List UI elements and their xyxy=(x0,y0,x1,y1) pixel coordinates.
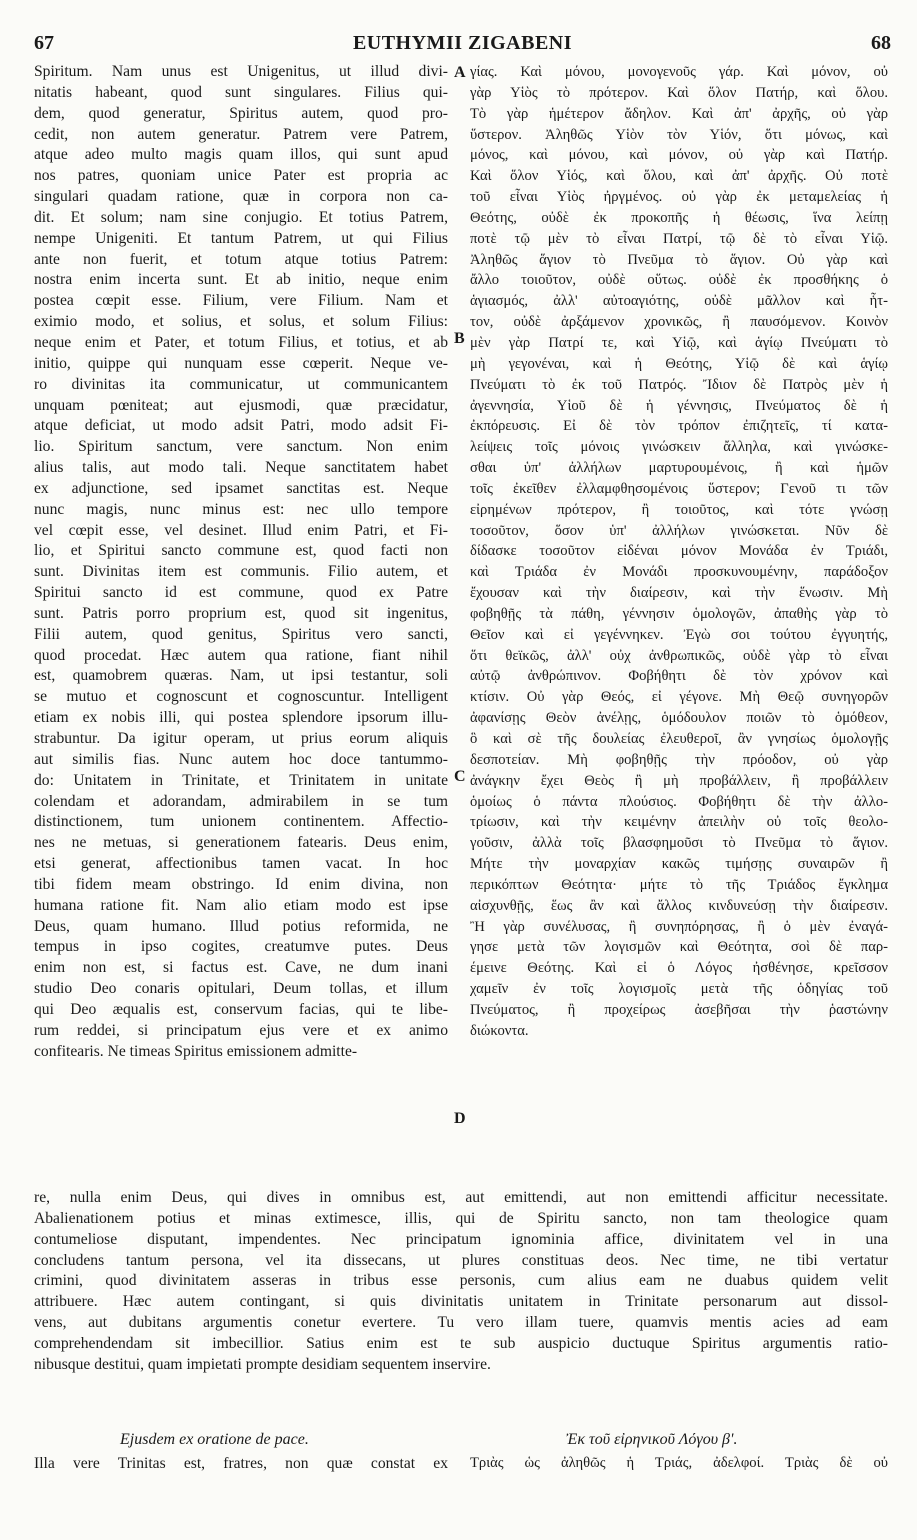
latin-text-line: etsi generat, affectionibus tamen vacat. In hoc xyxy=(34,855,448,873)
latin-text-line: lio, et Spiritui sancto commune est, quod facti non xyxy=(34,542,448,560)
latin-text-line: ex adjunctione, sed ipsamet sanctitas est. Neque xyxy=(34,479,448,497)
greek-text-line: ὅτι θεϊκῶς, ἀλλ' οὐχ ἀνθρωπικῶς, οὐδὲ γὰρ τὸ εἶναι xyxy=(470,647,888,664)
latin-text-line: ante non fuerit, et totum atque totius Patrem: xyxy=(34,250,448,268)
full-width-paragraph xyxy=(34,1188,888,1376)
margin-marker-d: D xyxy=(454,1110,466,1127)
latin-text-line: nempe Unigeniti. Et tantum Patrem, ut qui Filius xyxy=(34,229,448,247)
latin-text-line: quod procedat. Hæc autem qua ratione, fiant nihil xyxy=(34,646,448,664)
greek-text-line: Ἢ γὰρ συνέλυσας, ἢ συνηπόρησας, ἢ ὁ μὲν ἐναγά- xyxy=(470,918,888,935)
full-width-text-line: Abalienationem potius et minas extimesce, illis, qui de Spiritu sancto, non tam theologice quam xyxy=(34,1209,888,1227)
latin-text-line: sunt. Patris porro proprium est, quod sit ingenitus, xyxy=(34,604,448,622)
latin-text-line: nostra enim incerta sunt. Et ab initio, neque enim xyxy=(34,271,448,289)
latin-text-line: Spiritui sancto id est commune, quod ex Patre xyxy=(34,584,448,602)
latin-text-line: studio Deo conaris opitulari, Deum tollas, et illum xyxy=(34,980,448,998)
greek-text-line: δεσποτείαν. Μὴ φοβηθῇς τὴν πρόοδον, οὐ γὰρ xyxy=(470,751,888,768)
greek-column xyxy=(470,62,888,1042)
greek-text-line: καὶ Τριάδα ἐν Μονάδι προσκυνουμένην, παράδοξον xyxy=(470,564,888,581)
running-title: EUTHYMII ZIGABENI xyxy=(352,32,573,54)
latin-text-line: unquam pœniteat; aut ejusmodi, quæ præcidatur, xyxy=(34,396,448,414)
greek-text-line: ἀφανίσῃς Θεὸν ἀνέλῃς, ὁμόδουλον ποιῶν τὸ ὁμόθεον, xyxy=(470,710,888,727)
latin-text-line: distinctionem, tum unionem continentem. Affectio- xyxy=(34,813,448,831)
latin-text-line: nunc magis, nunc minus est: nec ullo tempore xyxy=(34,500,448,518)
greek-text-line: εἰρημένων πρότερον, ἢ τοιοῦτος, καὶ τότε γνώσῃ xyxy=(470,501,888,518)
greek-text-line: δίδασκε τοσοῦτον εἰδέναι μόνον Μονάδα ἐν Τριάδι, xyxy=(470,543,888,560)
full-width-text-line: attribuere. Hæc autem contingant, si quis divinitatis unitatem in Trinitate personarum aut dissol- xyxy=(34,1293,888,1311)
greek-text-line: φοβηθῇς τὰ πάθη, γέννησιν ὁμολογῶν, ἀπαθὴς γὰρ τὸ xyxy=(470,605,888,622)
latin-text-line: confitearis. Ne timeas Spiritus emissionem admitte- xyxy=(34,1042,358,1060)
greek-text-line: Θεῖον καὶ εἰ γεγέννηκεν. Ἐγὼ σοι τούτου ἐγγυητής, xyxy=(470,626,888,643)
latin-text-line: rum reddei, si principatum ejus vere et ex animo xyxy=(34,1021,448,1039)
latin-text-line: dit. Et solum; nam sine conjugio. Et totius Patrem, xyxy=(34,208,448,226)
greek-text-line: μόνος, καὶ μόνου, καὶ μόνον, οὐ γὰρ καὶ Πατήρ. xyxy=(470,147,888,164)
greek-text-line: τρίωσιν, καὶ τὴν κειμένην ἀπειλὴν οὐ τοῖς θεολο- xyxy=(470,814,888,831)
greek-text-line: τον, οὐδὲ ἀρξάμενον χρονικῶς, ἢ παυσόμενον. Κοινὸν xyxy=(470,314,888,331)
full-width-text-line: re, nulla enim Deus, qui dives in omnibus est, aut emittendi, aut non emittendi afficitur necessitate. xyxy=(34,1189,888,1206)
greek-text-line: ἄλλο τοιοῦτον, οὐδὲ οὕτως. οὐδὲ ἐκ προσθήκης ὁ xyxy=(470,272,888,289)
tail-line-greek: Τριὰς ὡς ἀληθῶς ἡ Τριάς, ἀδελφοί. Τριὰς δὲ οὐ xyxy=(470,1455,888,1471)
margin-marker-c: C xyxy=(454,768,466,785)
greek-text-line: ὕστερον. Ἀληθῶς Υἱὸν τὸν Υἱόν, ὅτι μόνως, καὶ xyxy=(470,126,888,143)
greek-text-line: ὁμοίως ὁ πάντα πλούσιος. Φοβήθητι δὲ τὴν ἀλλο- xyxy=(470,793,888,810)
full-width-text-line: comprehendendam sit imbecillior. Satius enim est te sub auspicio ductuque Spiritus argumentis ratio- xyxy=(34,1334,888,1352)
latin-text-line: singulari quadam ratione, quæ in corpora non ca- xyxy=(34,188,448,206)
greek-text-line: ἀγεννησία, Υἱοῦ δὲ ἡ γέννησις, Πνεύματος δὲ ἡ xyxy=(470,397,888,414)
greek-text-line: περικόπτων Θεότητα· μήτε τὸ τῆς Τριάδος ἔγκλημα xyxy=(470,876,888,893)
full-width-text-line: contumeliose disputant, impendentes. Nec principatum ignominia affice, divinitatem vel in una xyxy=(34,1230,888,1248)
latin-text-line: tempus in ipso cogites, creatumve putes. Deus xyxy=(34,938,448,956)
latin-text-line: lio. Spiritum sanctum, vere sanctum. Non enim xyxy=(34,438,448,456)
latin-text-line: sunt. Divinitas item est communis. Filio autem, et xyxy=(34,563,448,581)
margin-marker-b: B xyxy=(454,330,465,347)
latin-text-line: initio, quippe qui nunquam esse cœperit. Neque ve- xyxy=(34,354,448,372)
latin-column xyxy=(34,62,448,1063)
greek-text-line: χαμεῖν ἐν τοῖς λογισμοῖς μετὰ τῆς ὁδηγίας τοῦ xyxy=(470,981,888,998)
page-number-right: 68 xyxy=(871,32,891,54)
greek-text-line: Πνεύματι τὸ ἐκ τοῦ Πατρός. Ἴδιον δὲ Πατρὸς μὲν ἡ xyxy=(470,376,888,393)
greek-text-line: γοῦσιν, ἀλλὰ τοῖς βλασφημοῦσι τὸ Πνεῦμα τὸ ἅγιον. xyxy=(470,835,888,852)
full-width-text-line: vens, aut dubitans argumentis conetur evertere. Tu vero illam tuere, quamvis mentis acies ad eam xyxy=(34,1314,888,1332)
greek-text-line: ἔχουσαν καὶ τὴν διαίρεσιν, καὶ τὴν ἕνωσιν. Μὴ xyxy=(470,585,888,602)
greek-text-line: γησε μετὰ τῶν λογισμῶν καὶ Θεότητα, σοὶ δὲ παρ- xyxy=(470,939,888,956)
latin-text-line: eximio modo, et solius, et solus, et solum Filius: xyxy=(34,313,448,331)
greek-text-line: ὃ καὶ σὲ τῆς δουλείας ἐλευθεροῖ, ἂν γνησίως ὁμολογῇς xyxy=(470,731,888,747)
section-title-greek: Ἐκ τοῦ εἰρηνικοῦ Λόγου β'. xyxy=(566,1431,738,1448)
greek-text-line: κτίσιν. Οὐ γὰρ Θεός, εἰ γέγονε. Μὴ Θεῷ συνηγορῶν xyxy=(470,689,888,706)
greek-text-line: τοῖς ἐκεῖθεν ἐλλαμφθησομένοις ὕστερον; Γενοῦ τι τῶν xyxy=(470,480,888,497)
greek-text-line: Μήτε τὴν μοναρχίαν κακῶς τιμήσῃς συναιρῶν ἢ xyxy=(470,856,888,873)
greek-text-line: έμεινε Θεότης. Καὶ εἰ ὁ Λόγος ἠσθένησε, κρεῖσσον xyxy=(470,960,888,977)
greek-text-line: διώκοντα. xyxy=(470,1022,529,1039)
latin-text-line: vel cœpit esse, vel desinet. Illud enim Patri, et Fi- xyxy=(34,521,448,539)
full-width-text-line: nibusque destitui, quam impietati prompte desidiam sequentem inservire. xyxy=(34,1355,491,1373)
greek-text-line: αἰσχυνθῇς, ἕως ἂν καὶ ἄλλος κινδυνεύσῃ τὴν διαίρεσιν. xyxy=(470,897,888,914)
latin-text-line: postea cœpit esse. Filium, vere Filium. Nam et xyxy=(34,292,448,310)
greek-text-line: Ἀληθῶς ἅγιον τὸ Πνεῦμα τὸ ἅγιον. Οὐ γὰρ καὶ xyxy=(470,251,888,268)
latin-text-line: nos patres, quoniam unice Pater est propria ac xyxy=(34,167,448,185)
greek-text-line: σθαι ὑπ' ἀλλήλων μαρτυρουμένοις, ἢ καὶ ἡμῶν xyxy=(470,460,888,477)
latin-text-line: nitatis habeant, quod sunt singulares. Filius qui- xyxy=(34,83,448,101)
greek-text-line: ἁγιασμός, ἀλλ' αὐτοαγιότης, οὐδὲ μᾶλλον καὶ ἧτ- xyxy=(470,293,888,310)
greek-text-line: ἀνάγκην ἔχει Θεὸς ἢ μὴ προβάλλειν, ἢ προβάλλειν xyxy=(470,772,888,789)
greek-text-line: μὲν γὰρ Πατρί τε, καὶ Υἱῷ, καὶ ἁγίῳ Πνεύματι τὸ xyxy=(470,334,888,351)
latin-text-line: neque enim et Pater, et totum Filius, et totius, et ab xyxy=(34,333,448,351)
latin-text-line: strabuntur. Da igitur operam, ut prius eorum aliquis xyxy=(34,730,448,747)
greek-text-line: τοῦ εἶναι Υἱὸς ἠργμένος. οὐ γὰρ ἐκ μεταμελείας ἡ xyxy=(470,189,888,206)
page-header xyxy=(34,32,891,56)
tail-line-latin: Illa vere Trinitas est, fratres, non quæ constat ex xyxy=(34,1455,448,1472)
latin-text-line: Deus, quam humano. Illud potius reformida, ne xyxy=(34,917,448,935)
latin-text-line: Filii autem, quod genitus, Spiritus vero sancti, xyxy=(34,625,448,643)
latin-text-line: colendam et adorandam, admirabilem in se tum xyxy=(34,792,448,810)
latin-text-line: tibi fidem meam obstringo. Id enim divina, non xyxy=(34,875,448,893)
greek-text-line: τοσοῦτον, ὅσον ὑπ' ἀλλήλων γινώσκεται. Νῦν δὲ xyxy=(470,522,888,539)
greek-text-line: μὴ γεγονέναι, καὶ ἡ Θεότης, Υἱῷ δὲ καὶ ἁγίῳ xyxy=(470,355,888,372)
latin-text-line: etiam ex nobis illi, qui postea splendore ipsorum illu- xyxy=(34,709,448,727)
latin-text-line: se mutuo et cognoscunt et cognoscuntur. Intelligent xyxy=(34,688,448,706)
greek-text-line: Θεότης, οὐδὲ ἐκ προκοπῆς ἡ θέωσις, ἵνα λείπῃ xyxy=(470,209,888,226)
greek-text-line: Τὸ γὰρ ἡμέτερον ἄδηλον. Καὶ ἀπ' ἀρχῆς, οὐ γὰρ xyxy=(470,105,888,122)
latin-text-line: atque adeo multo magis quam illos, qui sunt apud xyxy=(34,146,448,164)
greek-text-line: Πνεύματος, ἢ προχείρως ἀσεβῆσαι τὴν ῥαστώνην xyxy=(470,1001,888,1018)
latin-text-line: humana ratione fit. Nam alio etiam modo est ipse xyxy=(34,896,448,914)
greek-text-line: γίας. Καὶ μόνου, μονογενοῦς γάρ. Καὶ μόνον, οὐ xyxy=(470,64,888,80)
page-number-left: 67 xyxy=(34,32,54,54)
greek-text-line: ποτὲ τῷ μὲν τὸ εἶναι Πατρί, τῷ δὲ τὸ εἶναι Υἱῷ. xyxy=(470,230,888,247)
margin-marker-a: A xyxy=(454,64,466,81)
greek-text-line: Καὶ ὅλον Υἱός, καὶ ὅλου, καὶ ἀπ' ἀρχῆς. Οὐ ποτὲ xyxy=(470,168,888,185)
latin-text-line: nes ne metuas, si generationem fatearis. Deus enim, xyxy=(34,834,448,852)
latin-text-line: dem, quod generatur, Spiritus autem, quod pro- xyxy=(34,104,448,122)
full-width-text-line: concludens tantum persona, vel ita dissecans, ut plures constituas deos. Nec time, ne tibi vertatur xyxy=(34,1251,888,1269)
latin-text-line: cedit, non autem generatur. Patrem vere Patrem, xyxy=(34,125,448,143)
greek-text-line: γὰρ Υἱὸς τὸ πρότερον. Καὶ ὅλον Πατήρ, καὶ ὅλου. xyxy=(470,84,888,101)
section-title-latin: Ejusdem ex oratione de pace. xyxy=(120,1431,309,1448)
latin-text-line: aut similis fias. Nunc autem hoc doce tantummo- xyxy=(34,750,448,768)
latin-text-line: est, quamobrem quæras. Nam, ut ipsi testantur, soli xyxy=(34,667,448,685)
greek-text-line: λείψεις τοῖς μόνοις γινώσκειν ἄλληλα, καὶ γινώσκε- xyxy=(470,439,888,456)
latin-text-line: qui Deo æqualis est, conservum facias, qui te libe- xyxy=(34,1000,448,1018)
latin-text-line: atque deficiat, ut modo adsit Patri, modo adsit Fi- xyxy=(34,417,448,435)
latin-text-line: do: Unitatem in Trinitate, et Trinitatem in unitate xyxy=(34,771,448,789)
full-width-text-line: crimini, quod divinitatem asseras in tribus esse personis, cum alius eam ne duabus quidem velit xyxy=(34,1272,888,1290)
latin-text-line: alius talis, aut modo tali. Neque sanctitatem habet xyxy=(34,459,448,477)
latin-text-line: ro divinitas ita communicatur, ut communicantem xyxy=(34,375,448,393)
latin-text-line: Spiritum. Nam unus est Unigenitus, ut illud divi- xyxy=(34,63,448,80)
greek-text-line: ἐκπόρευσις. Εἰ δὲ τὸν τρόπον ἐπιζητεῖς, τί κατα- xyxy=(470,418,888,435)
latin-text-line: enim non est, si factus est. Cave, ne dum inani xyxy=(34,959,448,977)
greek-text-line: αὐτῷ ἀνθρώπινον. Φοβήθητι δὲ τὸν χρόνον καὶ xyxy=(470,668,888,685)
